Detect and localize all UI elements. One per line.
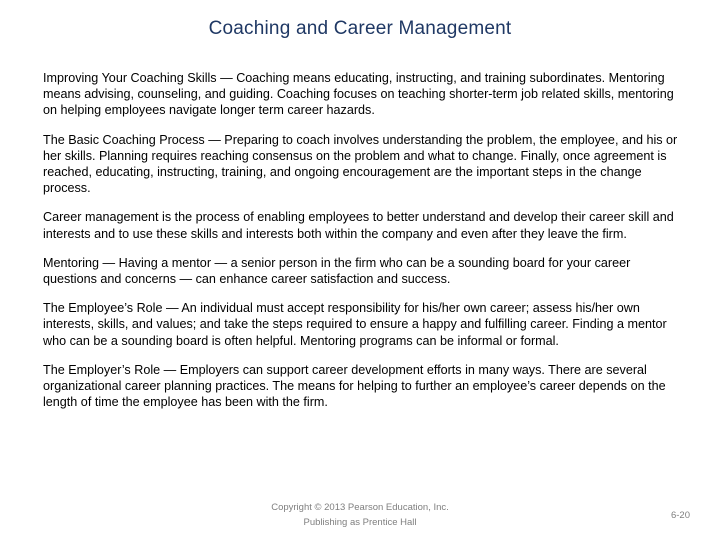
slide-title: Coaching and Career Management (208, 18, 512, 39)
paragraph-term: Career management (43, 210, 159, 225)
paragraph-term: Improving Your Coaching Skills (43, 71, 217, 85)
paragraph-term: The Employee’s Role (43, 301, 163, 316)
paragraph-text: — Employers can support career development efforts in many ways. There are several organizational career planning practices. The means for helping to further an employee’s career depends on the length of time the employee has been with the firm. (43, 362, 666, 410)
paragraph-term: Mentoring (43, 255, 100, 270)
copyright-line: Copyright © 2013 Pearson Education, Inc. (271, 502, 449, 513)
paragraph-employee-role (43, 300, 683, 349)
page-number: 6-20 (670, 510, 690, 521)
paragraph-mentoring (43, 255, 683, 287)
paragraph-coaching-skills (43, 70, 683, 119)
paragraph-text: — Having a mentor — a senior person in the firm who can be a sounding board for your career questions and concerns — can enhance career satisfaction and success. (43, 255, 631, 287)
paragraph-text: — An individual must accept responsibility for his/her own career; assess his/her own interests, skills, and values; and take the steps required to ensure a happy and fulfilling career. Finding a mentor who can be a sounding board is often helpful. Mentoring programs can be informal or formal. (43, 301, 667, 348)
paragraph-coaching-process (43, 132, 683, 197)
paragraph-term: The Employer’s Role (43, 362, 161, 377)
paragraph-text: — Preparing to coach involves understanding the problem, the employee, and his or her skills. Planning requires reaching consensus on the problem and what to change. Finally, once agreement is reached, educating, instructing, training, and ongoing encouragement are the important steps in the change process. (43, 132, 678, 196)
paragraph-text: — Coaching means educating, instructing, and training subordinates. Mentoring means advising, counseling, and guiding. Coaching focuses on teaching shorter-term job related skills, mentoring on helping employees navigate longer term career hazards. (43, 71, 674, 118)
paragraph-term: The Basic Coaching Process (43, 132, 205, 147)
paragraph-text: is the process of enabling employees to better understand and develop their career skill and interests and to use these skills and interests both within the company and even after they leave the firm. (43, 210, 674, 241)
slide-body (43, 70, 683, 423)
footer-copyright (210, 500, 510, 530)
paragraph-career-management (43, 209, 683, 241)
publisher-line: Publishing as Prentice Hall (303, 517, 417, 528)
paragraph-employer-role (43, 362, 683, 411)
